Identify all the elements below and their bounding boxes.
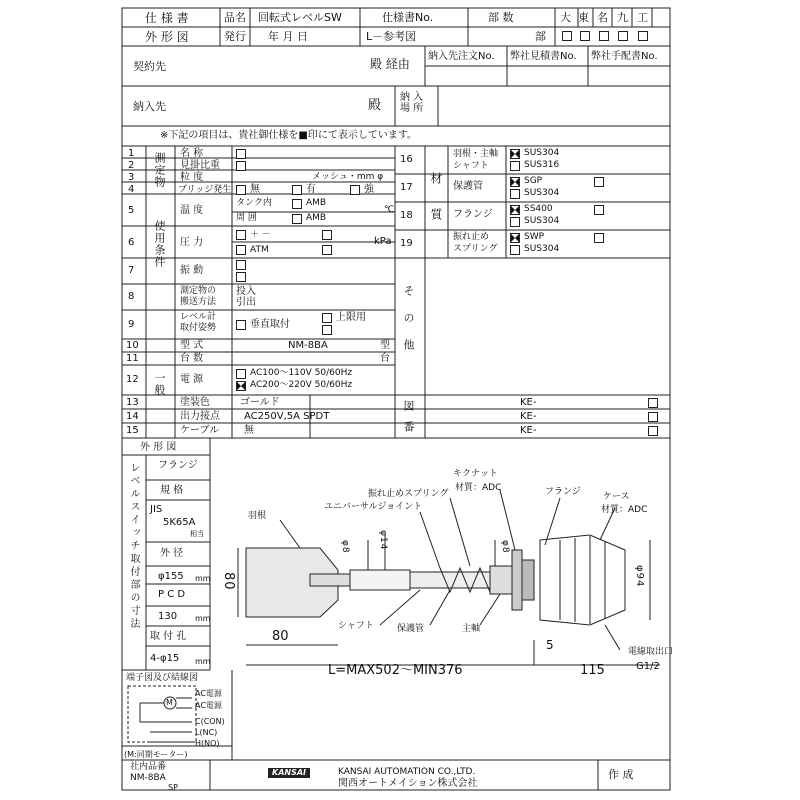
row-no-8: 8 <box>128 291 135 302</box>
r19-label-a: 振れ止め <box>453 232 490 242</box>
temp-ambient: 周 囲 <box>236 213 257 223</box>
name-value: 回転式レベルSW <box>258 11 342 24</box>
row-no-12: 12 <box>126 374 139 385</box>
transport-in: 投入 <box>236 286 256 297</box>
row-no-10: 10 <box>126 340 139 351</box>
label-blade: 羽根 <box>248 511 267 521</box>
row-label-15: ケーブル <box>180 425 220 436</box>
ref-label: L－参考図 <box>366 30 417 43</box>
row-label-7: 振 動 <box>180 265 204 276</box>
label-main: 主軸 <box>462 624 481 634</box>
issue-label: 発行 <box>224 30 246 43</box>
grain-unit: メッシュ・mm φ <box>312 172 384 182</box>
row-no-18: 18 <box>400 210 413 221</box>
temp-unit: ℃ <box>384 205 395 215</box>
row-no-5: 5 <box>128 205 135 216</box>
r16-label-b: シャフト <box>453 161 489 171</box>
outline-pcd: P C D <box>158 589 186 600</box>
r17-label: 保護管 <box>453 181 483 192</box>
delivery-place-label: 納 入 場 所 <box>400 92 424 114</box>
outline-title: 外 形 図 <box>140 442 177 453</box>
delivery-label: 納入先 <box>133 100 166 113</box>
row-label-9b: 取付姿勢 <box>180 323 217 333</box>
dim-d8b: φ8 <box>500 540 510 554</box>
temp-tank: タンク内 <box>236 198 272 208</box>
arrange-no-label: 弊社手配書No. <box>591 51 658 62</box>
r17-opt2: SUS304 <box>524 188 560 198</box>
outline-outer-val: φ155 <box>158 571 184 582</box>
temp-tank-amb: AMB <box>306 198 327 208</box>
outline-jis: JIS <box>150 504 163 515</box>
product-value: NM-8BA <box>130 773 166 783</box>
ke-2: KE- <box>520 411 537 422</box>
row-no-1: 1 <box>128 148 135 159</box>
wiring-c: C(CON) <box>195 717 225 726</box>
bridge-none: 無 <box>250 184 260 195</box>
upper-label: 上限用 <box>336 312 366 323</box>
contractor-suffix: 殿 経由 <box>370 57 410 71</box>
outline-jis-val: 5K65A <box>163 517 196 528</box>
outline-jis-note: 相当 <box>190 530 204 538</box>
company-en: KANSAI AUTOMATION CO.,LTD. <box>338 767 476 777</box>
count-unit: 台 <box>380 353 390 364</box>
company-logo: KANSAI <box>268 768 310 778</box>
row-no-13: 13 <box>126 397 139 408</box>
power-100: AC100～110V 50/60Hz <box>250 368 353 378</box>
label-spring: 振れ止めスプリング <box>368 489 449 499</box>
label-case-mat: 材質：ADC <box>601 505 648 515</box>
bridge-strong: 強 <box>364 184 374 195</box>
contact-value: AC250V,5A SPDT <box>244 411 330 422</box>
model-unit: 型 <box>380 340 390 351</box>
row-label-9a: レベル計 <box>180 312 217 322</box>
row-no-4: 4 <box>128 184 135 195</box>
other-label: その他 <box>402 285 415 366</box>
delivery-suffix: 殿 <box>368 98 382 113</box>
dim-80h: 80 <box>272 629 289 644</box>
wiring-h: H(NO) <box>195 739 220 748</box>
outline-pcd-val: 130 <box>158 611 178 622</box>
group-measured: 測定物 <box>153 152 166 188</box>
row-label-10: 型 式 <box>180 340 204 351</box>
label-shaft: シャフト <box>338 621 374 631</box>
company-ja: 関西オートメイション株式会社 <box>338 778 478 789</box>
outline-side-label: レベルスイッチ取付部の寸法 <box>128 462 139 631</box>
dim-80v: 80 <box>221 572 236 591</box>
r16-opt2: SUS316 <box>524 160 560 170</box>
dim-d94: φ94 <box>634 565 645 588</box>
row-label-1: 名 称 <box>180 148 204 159</box>
temp-amb: AMB <box>306 213 327 223</box>
dim-5: 5 <box>546 638 554 652</box>
notice-text: ※下記の項目は、貴社御仕様を■印にて表示しています。 <box>160 130 418 141</box>
r18-label: フランジ <box>453 209 493 220</box>
dim-l: L=MAX502～MIN376 <box>328 663 463 678</box>
motor-symbol: M <box>166 698 173 707</box>
label-flange: フランジ <box>545 487 581 497</box>
r16-label-a: 羽根・主軸 <box>453 149 499 159</box>
r19-opt1: SWP <box>524 232 545 242</box>
cable-value: 無 <box>244 425 254 436</box>
spec-no-label: 仕様書No. <box>382 11 434 24</box>
label-cable-val: G1/2 <box>636 661 660 672</box>
date-value: 年 月 日 <box>268 30 308 43</box>
row-no-3: 3 <box>128 172 135 183</box>
outline-outer-unit: mm <box>195 574 211 583</box>
row-label-11: 台 数 <box>180 353 204 364</box>
estimate-no-label: 弊社見積書No. <box>510 51 577 62</box>
outline-label: 外 形 図 <box>145 30 189 44</box>
r18-opt2: SUS304 <box>524 216 560 226</box>
vertical-label: 垂直取付 <box>250 319 290 330</box>
r18-opt1: SS400 <box>524 204 553 214</box>
made-label: 作 成 <box>608 768 634 781</box>
office-4: 九 <box>617 11 628 24</box>
row-no-11: 11 <box>126 353 139 364</box>
wiring-l: L(NC) <box>195 728 218 737</box>
bridge-yes: 有 <box>306 184 316 195</box>
ke-3: KE- <box>520 425 537 436</box>
outline-pcd-unit: mm <box>195 614 211 623</box>
row-no-9: 9 <box>128 319 135 330</box>
office-5: 工 <box>637 11 648 24</box>
row-no-2: 2 <box>128 160 135 171</box>
r17-opt1: SGP <box>524 176 543 186</box>
outline-flange: フランジ <box>158 460 198 471</box>
label-nut: キクナット <box>453 469 498 479</box>
qty-unit: 部 <box>535 30 546 43</box>
row-label-4: ブリッジ発生 <box>178 185 232 195</box>
qty-label: 部 数 <box>488 11 514 24</box>
dim-d8a: φ8 <box>340 540 350 554</box>
transport-out: 引出 <box>236 297 256 308</box>
row-no-16: 16 <box>400 154 413 165</box>
office-1: 大 <box>560 11 571 24</box>
label-nut-mat: 材質：ADC <box>455 483 502 493</box>
wiring-title: 端子図及び結線図 <box>126 673 199 683</box>
order-no-label: 納入先注文No. <box>428 51 495 62</box>
row-label-2: 見掛比重 <box>180 160 220 171</box>
label-case: ケース <box>603 492 630 502</box>
label-cable: 電線取出口 <box>628 647 674 657</box>
row-no-7: 7 <box>128 265 135 276</box>
material-label: 材質 <box>429 172 443 244</box>
row-no-15: 15 <box>126 425 139 436</box>
row-label-8a: 測定物の <box>180 286 217 296</box>
row-label-12: 電 源 <box>180 374 204 385</box>
row-no-6: 6 <box>128 237 135 248</box>
product-sp: SP <box>168 783 178 792</box>
row-label-8b: 搬送方法 <box>180 297 217 307</box>
group-usage: 使用条件 <box>153 220 166 268</box>
row-label-14: 出力接点 <box>180 411 220 422</box>
outline-outer: 外 径 <box>160 548 184 559</box>
row-label-6: 圧 力 <box>180 237 204 248</box>
power-200: AC200～220V 50/60Hz <box>250 380 353 390</box>
r19-label-b: スプリング <box>453 244 498 254</box>
dim-115: 115 <box>580 663 605 678</box>
r19-opt2: SUS304 <box>524 244 560 254</box>
label-joint: ユニバーサルジョイント <box>324 502 423 512</box>
name-label: 品名 <box>224 11 246 24</box>
pressure-atm: ATM <box>250 245 269 255</box>
outline-holes-unit: mm <box>195 657 211 666</box>
row-label-13: 塗装色 <box>180 397 210 408</box>
ke-1: KE- <box>520 397 537 408</box>
office-3: 名 <box>597 11 608 24</box>
dim-d14: φ14 <box>378 530 388 551</box>
wiring-ac1: AC電源 <box>195 689 222 698</box>
outline-standard: 規 格 <box>160 485 184 496</box>
product-label: 社内品番 <box>130 762 167 772</box>
row-no-17: 17 <box>400 182 413 193</box>
r16-opt1: SUS304 <box>524 148 560 158</box>
model-value: NM-8BA <box>288 340 328 351</box>
drawing-label: 図番 <box>402 400 415 442</box>
pressure-pm: ＋ － <box>250 230 271 240</box>
contractor-label: 契約先 <box>133 60 166 73</box>
outline-holes: 取 付 孔 <box>150 631 187 642</box>
wiring-ac2: AC電源 <box>195 701 222 710</box>
group-general: 一般 <box>153 372 166 396</box>
office-2: 東 <box>578 11 589 24</box>
pressure-unit: kPa <box>374 236 392 247</box>
label-tube: 保護管 <box>397 624 425 634</box>
spec-label: 仕 様 書 <box>145 11 189 25</box>
row-label-3: 粒 度 <box>180 172 204 183</box>
paint-value: ゴールド <box>240 397 280 408</box>
row-no-14: 14 <box>126 411 139 422</box>
row-label-5: 温 度 <box>180 205 204 216</box>
wiring-note: (M:同期モーター) <box>124 750 188 759</box>
row-no-19: 19 <box>400 238 413 249</box>
outline-holes-val: 4-φ15 <box>150 653 180 664</box>
